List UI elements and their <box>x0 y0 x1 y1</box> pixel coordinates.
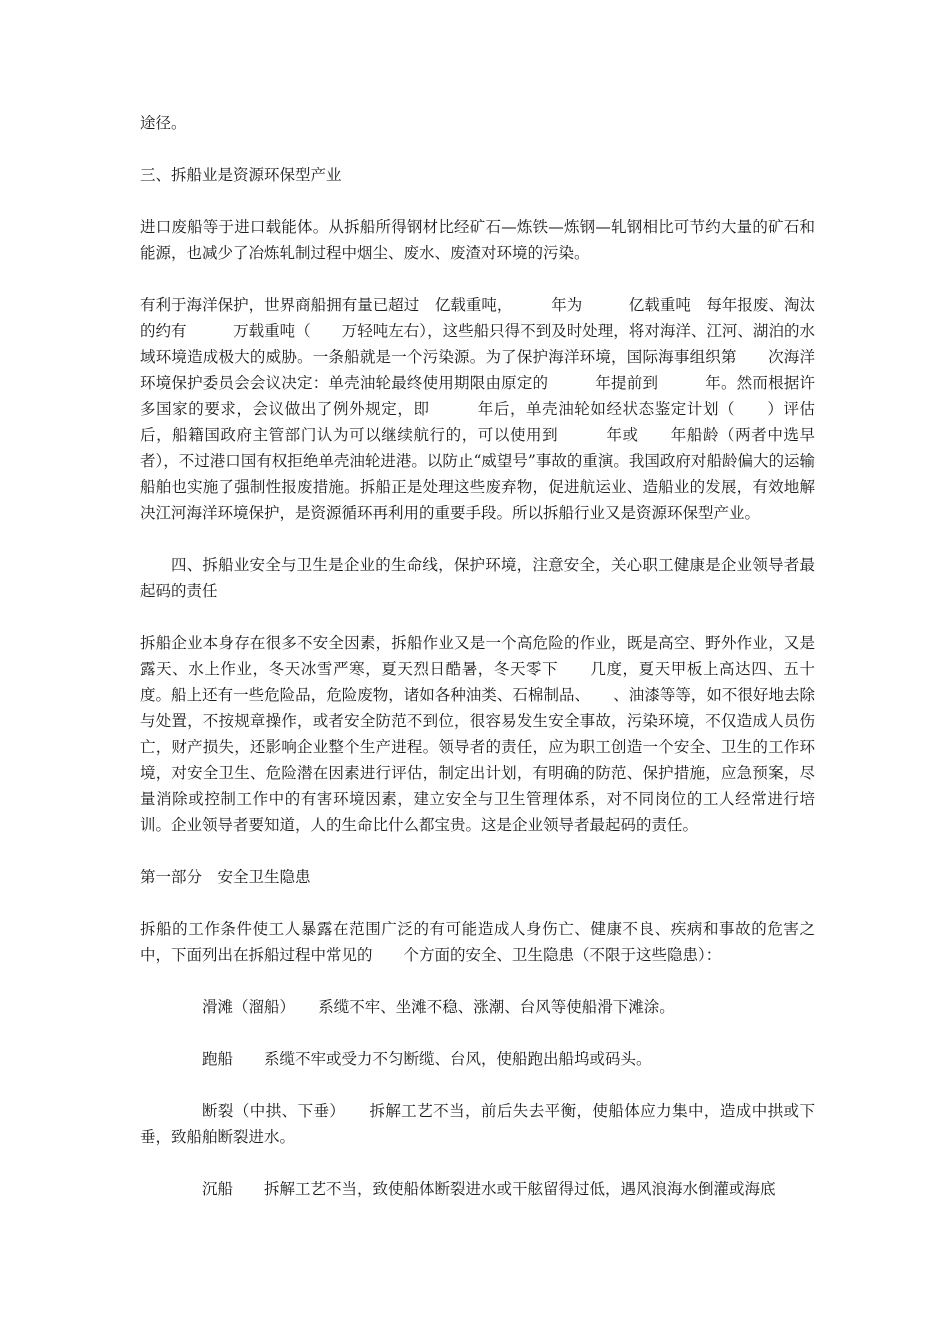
part-heading-1: 第一部分 安全卫生隐患 <box>140 868 311 886</box>
section-heading-3: 三、拆船业是资源环保型产业 <box>140 166 342 184</box>
section-heading-4: 四、拆船业安全与卫生是企业的生命线，保护环境，注意安全，关心职工健康是企业领导者最起码的责任 <box>140 556 815 600</box>
paragraph-safety-factors: 拆船企业本身存在很多不安全因素，拆船作业又是一个高危险的作业，既是高空、野外作业，又是露天、水上作业，冬天冰雪严寒，夏天烈日酷暑，冬天零下 几度，夏天甲板上高达四、五十度。船上还有一些危险品，危险废物，诸如各种油类、石棉制品、 、油漆等等，如不很好地去除与处置，不按规章操作，或者安全防范不到位，很容易发生安全事故，污染环境，不仅造成人员伤亡，财产损失，还影响企业整个生产进程。领导者的责任，应为职工创造一个安全、卫生的工作环境，对安全卫生、危险潜在因素进行评估，制定出计划，有明确的防范、保护措施，应急预案，尽量消除或控制工作中的有害环境因素，建立安全与卫生管理体系，对不同岗位的工人经常进行培训。企业领导者要知道，人的生命比什么都宝贵。这是企业领导者最起码的责任。 <box>140 634 815 834</box>
hazard-item-slide: 滑滩（溜船） 系缆不牢、坐滩不稳、涨潮、台风等使船滑下滩涂。 <box>202 998 675 1016</box>
paragraph-import-ships: 进口废船等于进口载能体。从拆船所得钢材比经矿石—炼铁—炼钢—轧钢相比可节约大量的矿石和能源，也减少了冶炼轧制过程中烟尘、废水、废渣对环境的污染。 <box>140 218 815 262</box>
paragraph-route-end: 途径。 <box>140 114 187 132</box>
hazard-item-sink: 沉船 拆解工艺不当，致使船体断裂进水或干舷留得过低，遇风浪海水倒灌或海底 <box>202 1180 776 1198</box>
hazard-item-break: 断裂（中拱、下垂） 拆解工艺不当，前后失去平衡，使船体应力集中，造成中拱或下垂，致船舶断裂进水。 <box>140 1102 815 1146</box>
paragraph-hazards-intro: 拆船的工作条件使工人暴露在范围广泛的有可能造成人身伤亡、健康不良、疾病和事故的危害之中，下面列出在拆船过程中常见的 个方面的安全、卫生隐患（不限于这些隐患）： <box>140 920 815 964</box>
document-page <box>140 110 815 1202</box>
paragraph-marine-protection: 有利于海洋保护，世界商船拥有量已超过 亿载重吨， 年为 亿载重吨 每年报废、淘汰的约有 万载重吨（ 万轻吨左右），这些船只得不到及时处理，将对海洋、江河、湖泊的水域环境造成极大的威胁。一条船就是一个污染源。为了保护海洋环境，国际海事组织第 次海洋环境保护委员会会议决定：单壳油轮最终使用期限由原定的 年提前到 年。然而根据许多国家的要求，会议做出了例外规定，即 年后，单壳油轮如经状态鉴定计划（ ）评估后，船籍国政府主管部门认为可以继续航行的，可以使用到 年或 年船龄（两者中选早者），不过港口国有权拒绝单壳油轮进港。以防止“威望号”事故的重演。我国政府对船龄偏大的运输船舶也实施了强制性报废措施。拆船正是处理这些废弃物，促进航运业、造船业的发展，有效地解决江河海洋环境保护，是资源循环再利用的重要手段。所以拆船行业又是资源环保型产业。 <box>140 296 815 522</box>
hazard-item-drift: 跑船 系缆不牢或受力不匀断缆、台风，使船跑出船坞或码头。 <box>202 1050 652 1068</box>
